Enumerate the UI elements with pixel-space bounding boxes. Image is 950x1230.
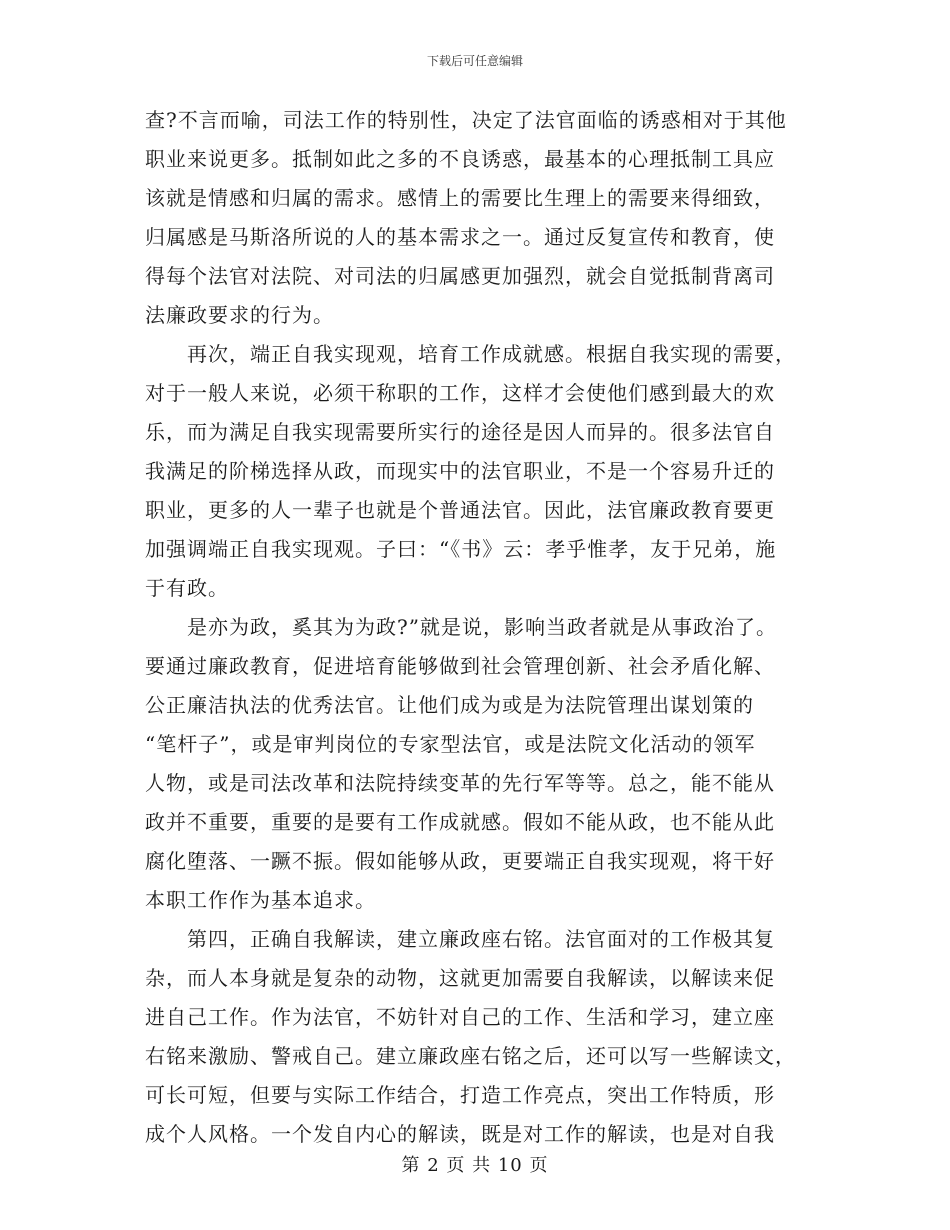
text-line: 乐，而为满足自我实现需要所实行的途径是因人而异的。很多法官自 — [145, 420, 775, 444]
text-line: 对于一般人来说，必须干称职的工作，这样才会使他们感到最大的欢 — [145, 381, 775, 405]
text-line: 归属感是马斯洛所说的人的基本需求之一。通过反复宣传和教育，使 — [145, 225, 775, 249]
text-line: 可长可短，但要与实际工作结合，打造工作亮点，突出工作特质，形 — [145, 1083, 775, 1107]
text-line: 是亦为政，奚其为为政?”就是说，影响当政者就是从事政治了。 — [145, 615, 777, 639]
text-line: 要通过廉政教育，促进培育能够做到社会管理创新、社会矛盾化解、 — [145, 654, 775, 678]
text-line: 我满足的阶梯选择从政，而现实中的法官职业，不是一个容易升迁的 — [145, 459, 775, 483]
text-line: 公正廉洁执法的优秀法官。让他们成为或是为法院管理出谋划策的 — [145, 693, 754, 717]
text-line: 职业来说更多。抵制如此之多的不良诱惑，最基本的心理抵制工具应 — [145, 147, 775, 171]
text-line: 第四，正确自我解读，建立廉政座右铭。法官面对的工作极其复 — [145, 927, 775, 951]
text-line: 法廉政要求的行为。 — [145, 303, 334, 327]
page-footer: 第 2 页 共 10 页 — [401, 1155, 549, 1176]
text-line: 加强调端正自我实现观。子曰：“《书》云：孝乎惟孝，友于兄弟，施 — [145, 537, 777, 561]
text-line: 右铭来激励、警戒自己。建立廉政座右铭之后，还可以写一些解读文， — [145, 1044, 796, 1068]
page-header: 下载后可任意编辑 — [426, 54, 523, 68]
text-line: 再次，端正自我实现观，培育工作成就感。根据自我实现的需要， — [145, 342, 796, 366]
document-body — [145, 101, 810, 1154]
text-line: 腐化堕落、一蹶不振。假如能够从政，更要端正自我实现观，将干好 — [145, 849, 775, 873]
text-line: 得每个法官对法院、对司法的归属感更加强烈，就会自觉抵制背离司 — [145, 264, 775, 288]
text-line: 人物，或是司法改革和法院持续变革的先行军等等。总之，能不能从 — [145, 771, 775, 795]
text-line: “笔杆子”，或是审判岗位的专家型法官，或是法院文化活动的领军 — [145, 732, 756, 756]
text-line: 本职工作作为基本追求。 — [145, 888, 376, 912]
text-line: 查?不言而喻，司法工作的特别性，决定了法官面临的诱惑相对于其他 — [145, 108, 787, 132]
text-line: 于有政。 — [145, 576, 229, 600]
text-line: 成个人风格。一个发自内心的解读，既是对工作的解读，也是对自我 — [145, 1122, 775, 1146]
text-line: 该就是情感和归属的需求。感情上的需要比生理上的需要来得细致， — [145, 186, 775, 210]
text-line: 政并不重要，重要的是要有工作成就感。假如不能从政，也不能从此 — [145, 810, 775, 834]
text-line: 进自己工作。作为法官，不妨针对自己的工作、生活和学习，建立座 — [145, 1005, 775, 1029]
text-line: 杂，而人本身就是复杂的动物，这就更加需要自我解读，以解读来促 — [145, 966, 775, 990]
text-line: 职业，更多的人一辈子也就是个普通法官。因此，法官廉政教育要更 — [145, 498, 775, 522]
